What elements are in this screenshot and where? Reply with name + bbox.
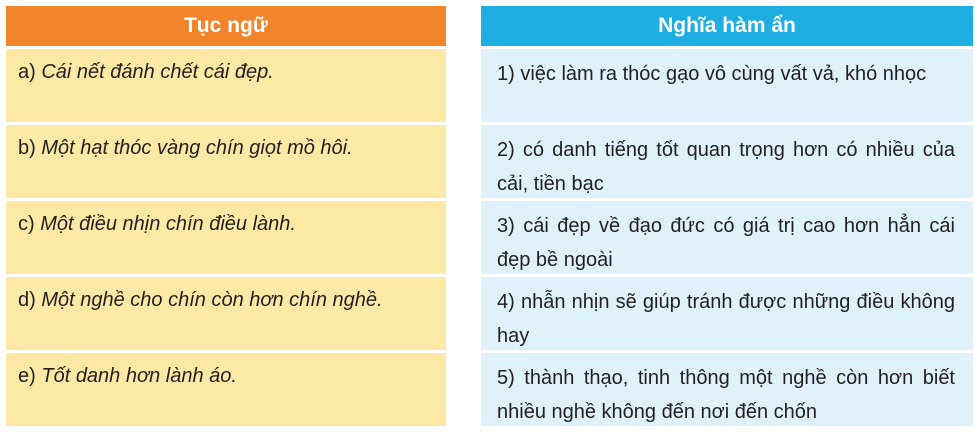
meanings-header: Nghĩa hàm ẩn: [481, 6, 973, 46]
meaning-cell-3: 3) cái đẹp về đạo đức có giá trị cao hơn hẳn cái đẹp bề ngoài: [481, 201, 973, 274]
proverb-letter: a): [18, 61, 36, 83]
proverb-text: Một nghề cho chín còn hơn chín nghề.: [41, 289, 383, 311]
proverb-text: Một điều nhịn chín điều lành.: [40, 213, 296, 235]
proverbs-column: [6, 6, 446, 426]
proverb-text: Tốt danh hơn lành áo.: [41, 365, 237, 387]
meaning-cell-5: 5) thành thạo, tinh thông một nghề còn hơn biết nhiều nghề không đến nơi đến chốn: [481, 353, 973, 426]
proverb-letter: d): [18, 289, 36, 311]
meaning-cell-4: 4) nhẫn nhịn sẽ giúp tránh được những điều không hay: [481, 277, 973, 350]
meanings-column: [481, 6, 973, 426]
proverb-text: Một hạt thóc vàng chín giọt mồ hôi.: [41, 137, 353, 159]
proverb-cell-e: [6, 353, 446, 426]
meaning-cell-2: 2) có danh tiếng tốt quan trọng hơn có nhiều của cải, tiền bạc: [481, 125, 973, 198]
proverb-letter: b): [18, 137, 36, 159]
proverbs-header: Tục ngữ: [6, 6, 446, 46]
proverb-cell-c: [6, 201, 446, 274]
proverb-text: Cái nết đánh chết cái đẹp.: [41, 61, 274, 83]
proverb-cell-a: [6, 49, 446, 122]
proverb-cell-d: [6, 277, 446, 350]
proverb-letter: e): [18, 365, 36, 387]
meaning-cell-1: 1) việc làm ra thóc gạo vô cùng vất vả, khó nhọc: [481, 49, 973, 122]
proverb-cell-b: [6, 125, 446, 198]
proverb-letter: c): [18, 213, 35, 235]
